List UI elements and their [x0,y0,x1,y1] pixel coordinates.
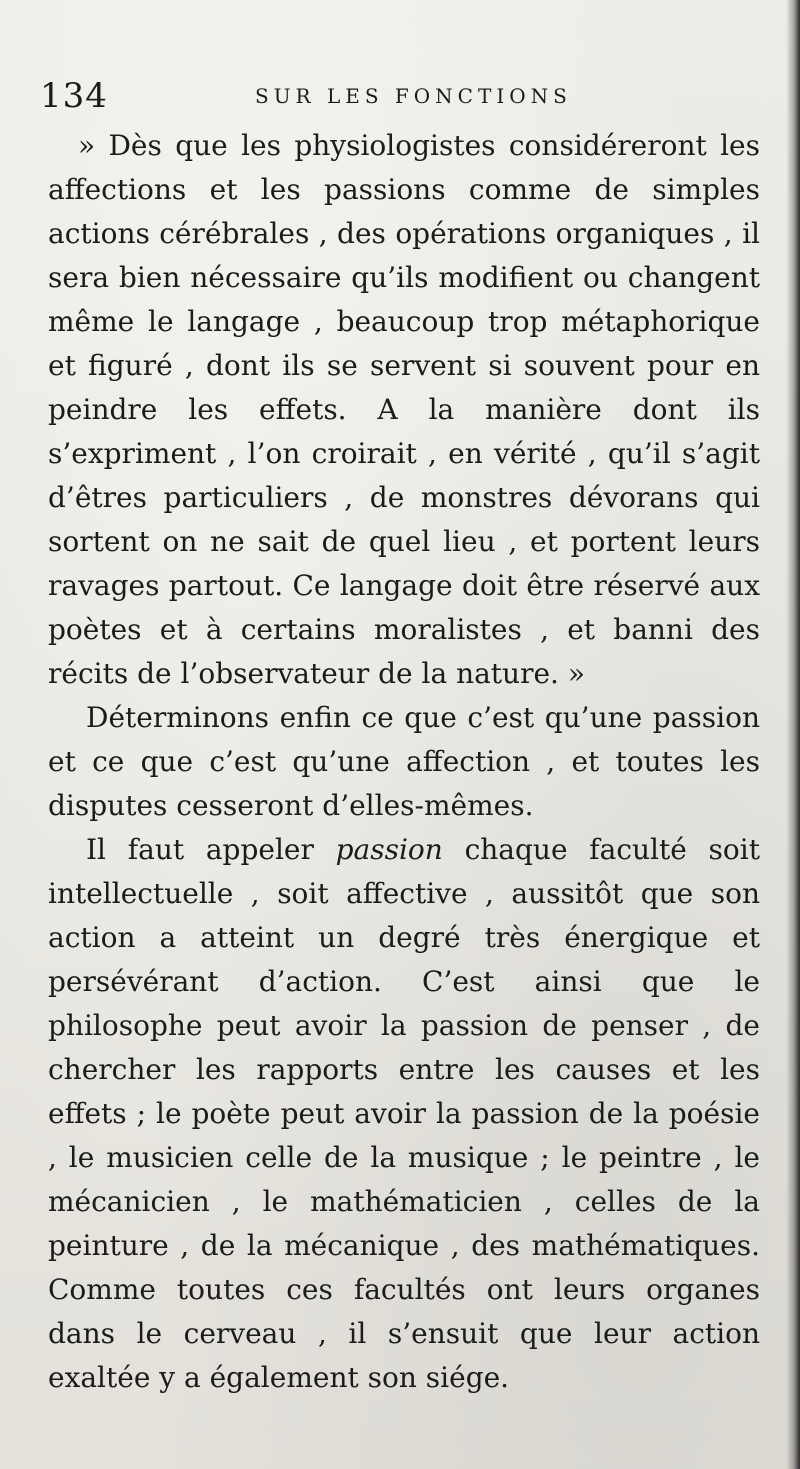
page-edge-shadow [786,0,800,1469]
body-text [48,124,760,1400]
paragraph-passion-before: Il faut appeler [86,833,336,866]
running-head: SUR LES FONCTIONS [255,84,572,108]
page-header [40,72,760,122]
emphasized-term-passion: passion [335,833,443,866]
paragraph-passion-definition [48,828,760,1400]
paragraph-quote [48,124,760,696]
paragraph-quote-text: » Dès que les physiologistes considéreront les affections et les passions comme de simples actions cérébrales , des opérations organiques , il sera bien nécessaire qu’ils modifient ou changent même le langage , beaucoup trop métaphorique et figuré , dont ils se servent si souvent pour en peindre les effets. A la manière dont ils s’expriment , l’on croirait , en vérité , qu’il s’agit d’êtres particuliers , de monstres dévorans qui sortent on ne sait de quel lieu , et portent leurs ravages partout. Ce langage doit être réservé aux poètes et à certains moralistes , et banni des récits de l’observateur de la nature. » [48,129,760,690]
paragraph-passion-after: chaque faculté soit intellectuelle , soit affective , aussitôt que son action a atteint un degré très énergique et persévérant d’action. C’est ainsi que le philosophe peut avoir la passion de penser , de chercher les rapports entre les causes et les effets ; le poète peut avoir la passion de la poésie , le musicien celle de la musique ; le peintre , le mécanicien , le mathématicien , celles de la peinture , de la mécanique , des mathématiques. Comme toutes ces facultés ont leurs organes dans le cerveau , il s’ensuit que leur action exaltée y a également son siége. [48,833,760,1394]
paragraph-definition-intro-text: Déterminons enfin ce que c’est qu’une passion et ce que c’est qu’une affection , et toutes les disputes cesseront d’elles-mêmes. [48,701,760,822]
page-number: 134 [40,76,108,116]
paragraph-definition-intro [48,696,760,828]
